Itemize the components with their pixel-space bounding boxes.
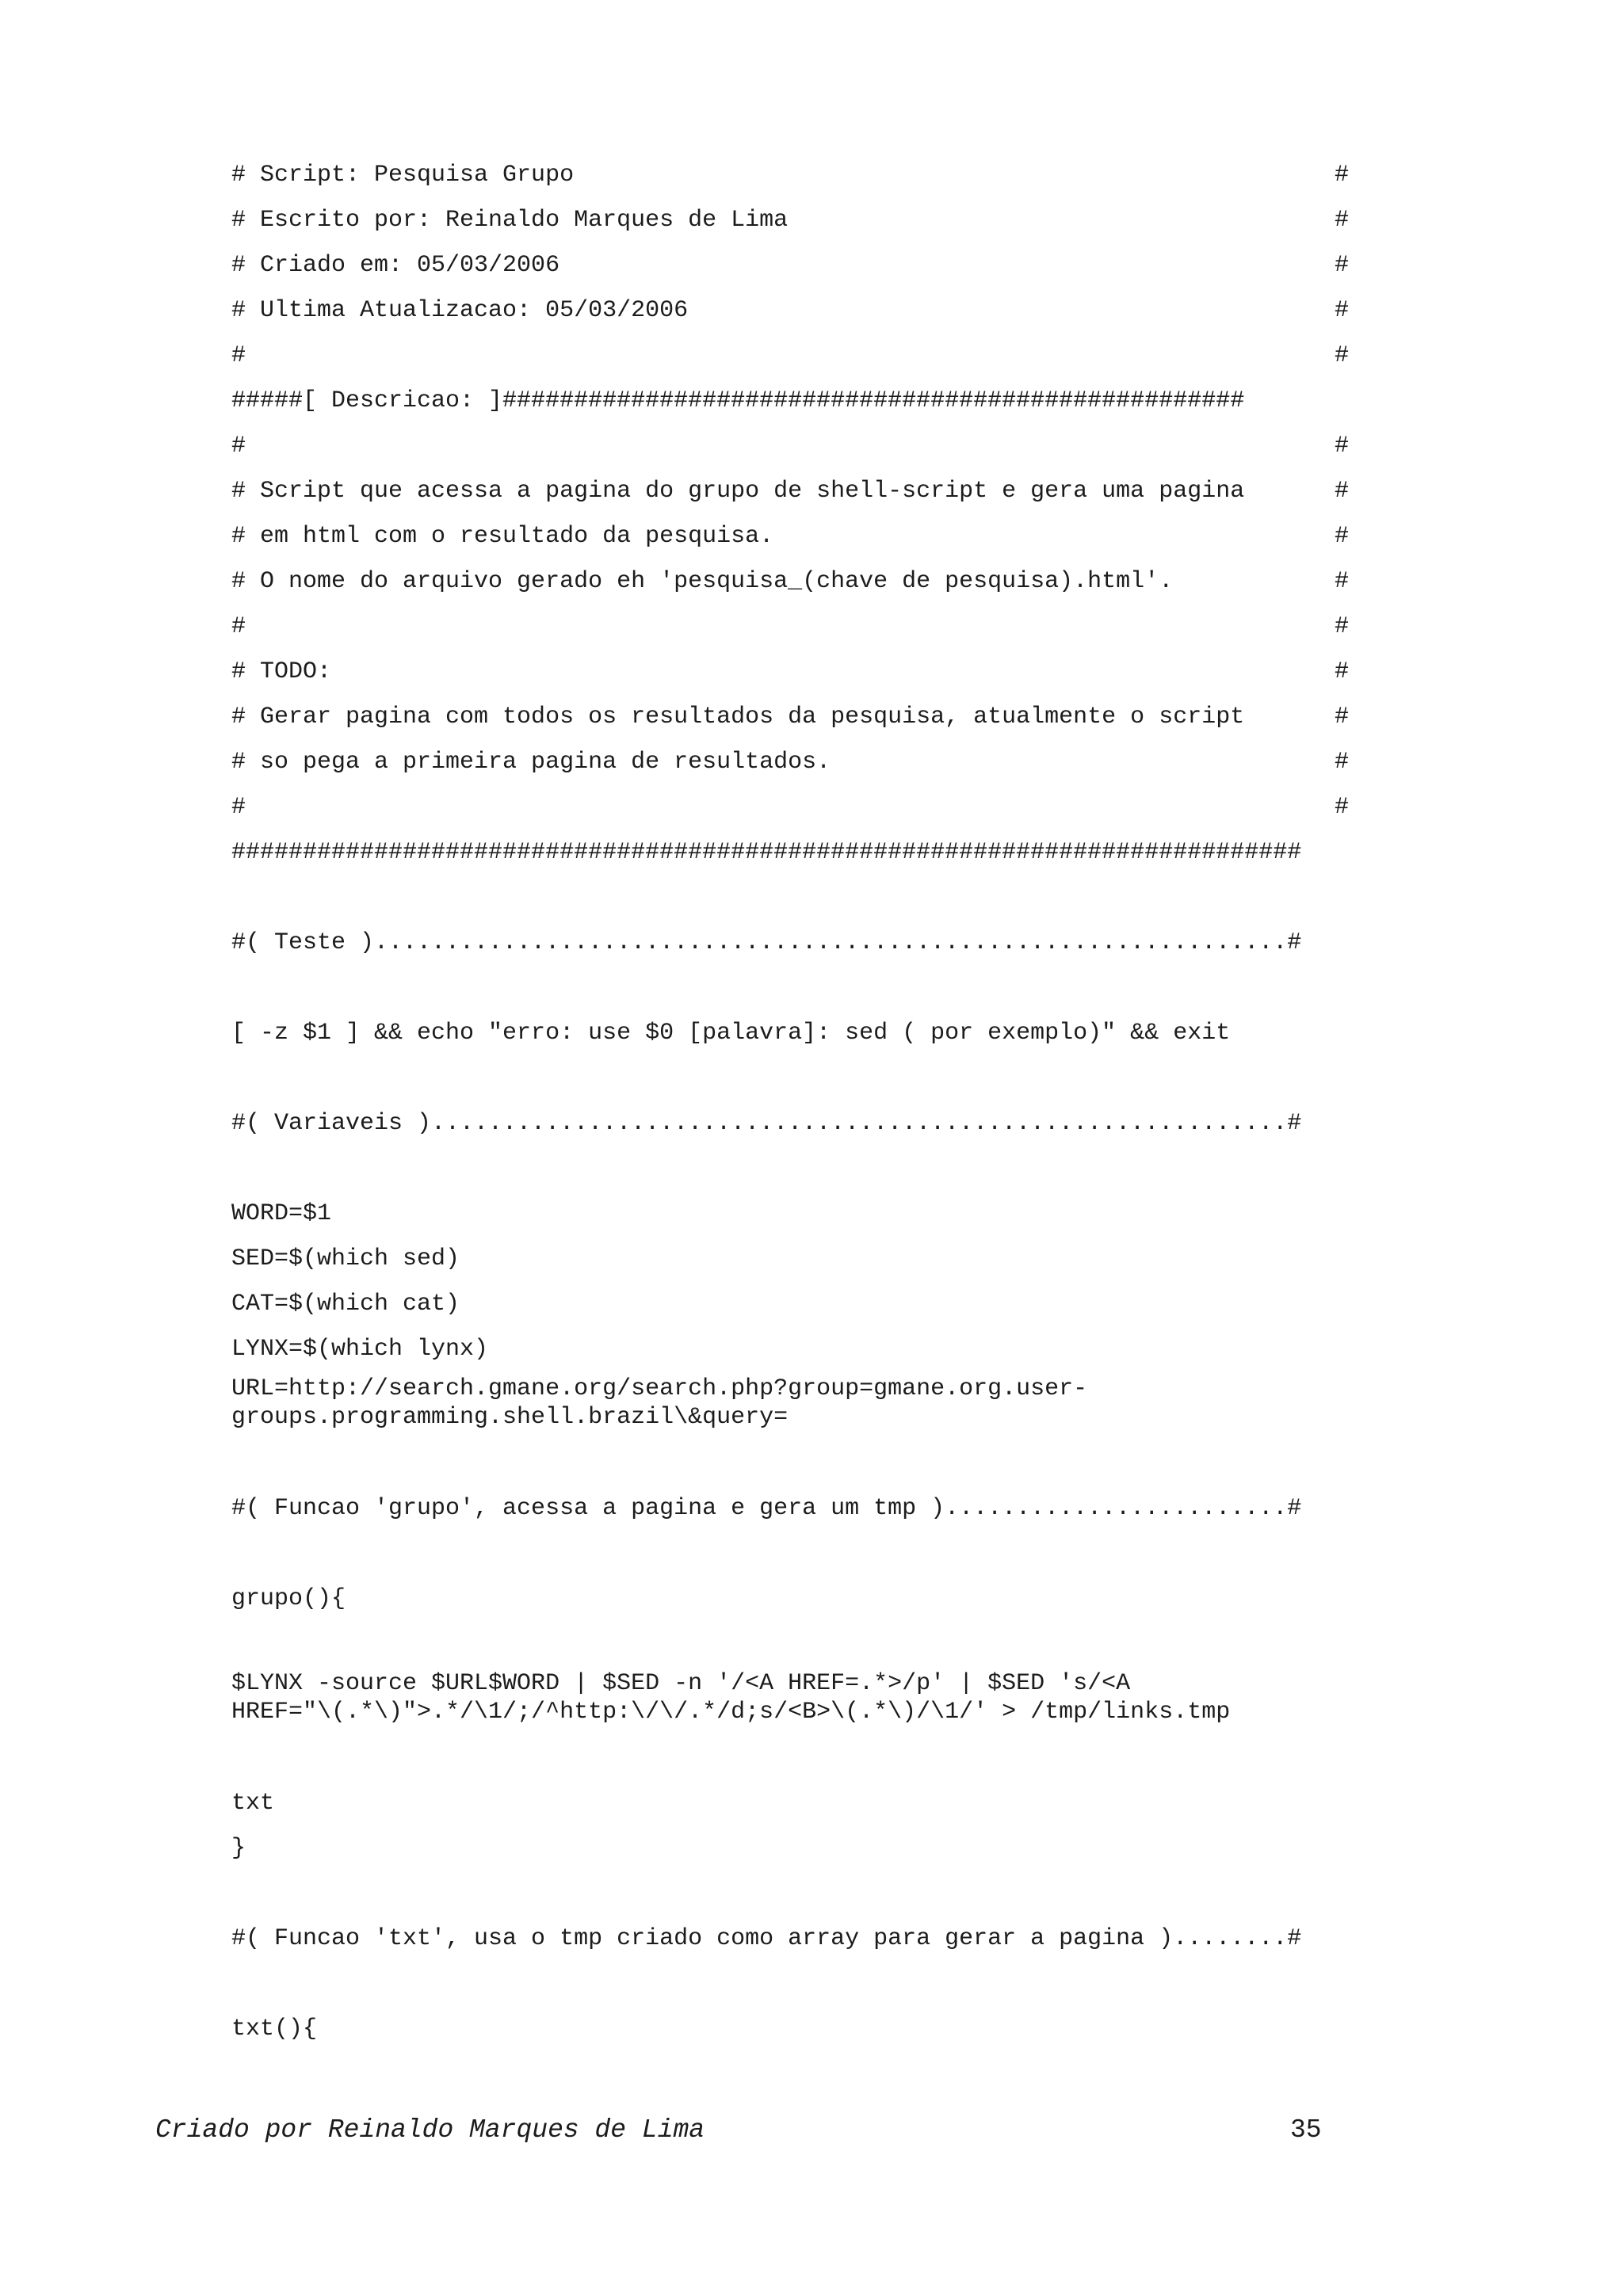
page-number: 35: [1290, 2115, 1322, 2145]
section-variaveis-heading: #( Variaveis )............................................................#: [231, 1110, 1302, 1137]
blank-line: [231, 1531, 1357, 1577]
header-line-end: #: [1334, 568, 1349, 595]
header-line-text: ###########################################################################: [231, 839, 1302, 866]
header-line-end: #: [1334, 207, 1349, 234]
header-line: [231, 605, 1357, 650]
blank-line: [231, 1871, 1357, 1917]
header-line-end: #: [1334, 658, 1349, 685]
code-listing: [231, 153, 1357, 2052]
blank-line: [231, 875, 1357, 921]
blank-line: [231, 1962, 1357, 2007]
header-line-text: # TODO:: [231, 658, 332, 685]
header-line-text: # Escrito por: Reinaldo Marques de Lima: [231, 207, 789, 234]
header-line-text: # Gerar pagina com todos os resultados da pesquisa, atualmente o script: [231, 704, 1245, 730]
header-line-end: #: [1334, 523, 1349, 550]
teste-command: [ -z $1 ] && echo "erro: use $0 [palavra]: sed ( por exemplo)" && exit: [231, 1020, 1231, 1047]
section-grupo-heading: #( Funcao 'grupo', acessa a pagina e gera um tmp )........................#: [231, 1495, 1302, 1522]
header-line-text: #: [231, 342, 246, 369]
header-line: [231, 288, 1357, 334]
header-line: [231, 379, 1357, 424]
blank-line: [231, 1622, 1357, 1667]
header-line-end: #: [1334, 478, 1349, 505]
txt-call: txt: [231, 1790, 275, 1817]
header-line-text: # Script: Pesquisa Grupo: [231, 162, 575, 189]
header-line: [231, 740, 1357, 785]
header-line: [231, 830, 1357, 875]
header-line-text: #: [231, 794, 246, 821]
grupo-function-open: grupo(){: [231, 1585, 346, 1612]
header-line-end: #: [1334, 162, 1349, 189]
header-line-end: #: [1334, 704, 1349, 730]
header-line-end: #: [1334, 342, 1349, 369]
header-line-text: #: [231, 613, 246, 640]
header-line: [231, 243, 1357, 288]
header-line-end: #: [1334, 252, 1349, 279]
variable-line: WORD=$1: [231, 1200, 332, 1227]
header-line-text: # Script que acessa a pagina do grupo de shell-script e gera uma pagina: [231, 478, 1245, 505]
section-teste-heading: #( Teste )................................................................#: [231, 929, 1302, 956]
blank-line: [231, 1736, 1357, 1781]
header-line-text: #####[ Descricao: ]####################################################: [231, 387, 1245, 414]
blank-line: [231, 1441, 1357, 1486]
header-line-text: # O nome do arquivo gerado eh 'pesquisa_(chave de pesquisa).html'.: [231, 568, 1174, 595]
header-line-text: # em html com o resultado da pesquisa.: [231, 523, 774, 550]
header-line-text: #: [231, 433, 246, 460]
footer-author: Criado por Reinaldo Marques de Lima: [155, 2115, 705, 2145]
header-line: [231, 514, 1357, 559]
header-line: [231, 650, 1357, 695]
blank-line: [231, 966, 1357, 1011]
blank-line: [231, 1146, 1357, 1192]
lynx-command-line: $LYNX -source $URL$WORD | $SED -n '/<A HREF=.*>/p' | $SED 's/<A HREF="\(.*\)">.*/\1/;/^http:\/\/.*/d;s/<B>\(.*\)/\1/' > /tmp/links.tmp: [231, 1670, 1231, 1726]
section-txt-heading: #( Funcao 'txt', usa o tmp criado como array para gerar a pagina )........#: [231, 1925, 1302, 1952]
header-line-end: #: [1334, 794, 1349, 821]
header-line-text: # Criado em: 05/03/2006: [231, 252, 560, 279]
header-line: [231, 559, 1357, 605]
header-line: [231, 785, 1357, 830]
header-line-end: #: [1334, 433, 1349, 460]
header-line-text: # Ultima Atualizacao: 05/03/2006: [231, 297, 689, 324]
txt-function-open: txt(){: [231, 2016, 318, 2042]
grupo-function-close: }: [231, 1835, 246, 1862]
header-line: [231, 153, 1357, 198]
url-variable-line: URL=http://search.gmane.org/search.php?group=gmane.org.user- groups.programming.shell.brazil\&query=: [231, 1375, 1088, 1431]
blank-line: [231, 1056, 1357, 1101]
header-line-end: #: [1334, 749, 1349, 776]
header-line-end: #: [1334, 613, 1349, 640]
variable-line: SED=$(which sed): [231, 1245, 460, 1272]
header-line-text: # so pega a primeira pagina de resultados.: [231, 749, 831, 776]
header-line-end: #: [1334, 297, 1349, 324]
header-line: [231, 695, 1357, 740]
header-line: [231, 424, 1357, 469]
variable-line: LYNX=$(which lynx): [231, 1336, 489, 1363]
header-line: [231, 469, 1357, 514]
header-line: [231, 334, 1357, 379]
header-line: [231, 198, 1357, 243]
variable-line: CAT=$(which cat): [231, 1291, 460, 1318]
